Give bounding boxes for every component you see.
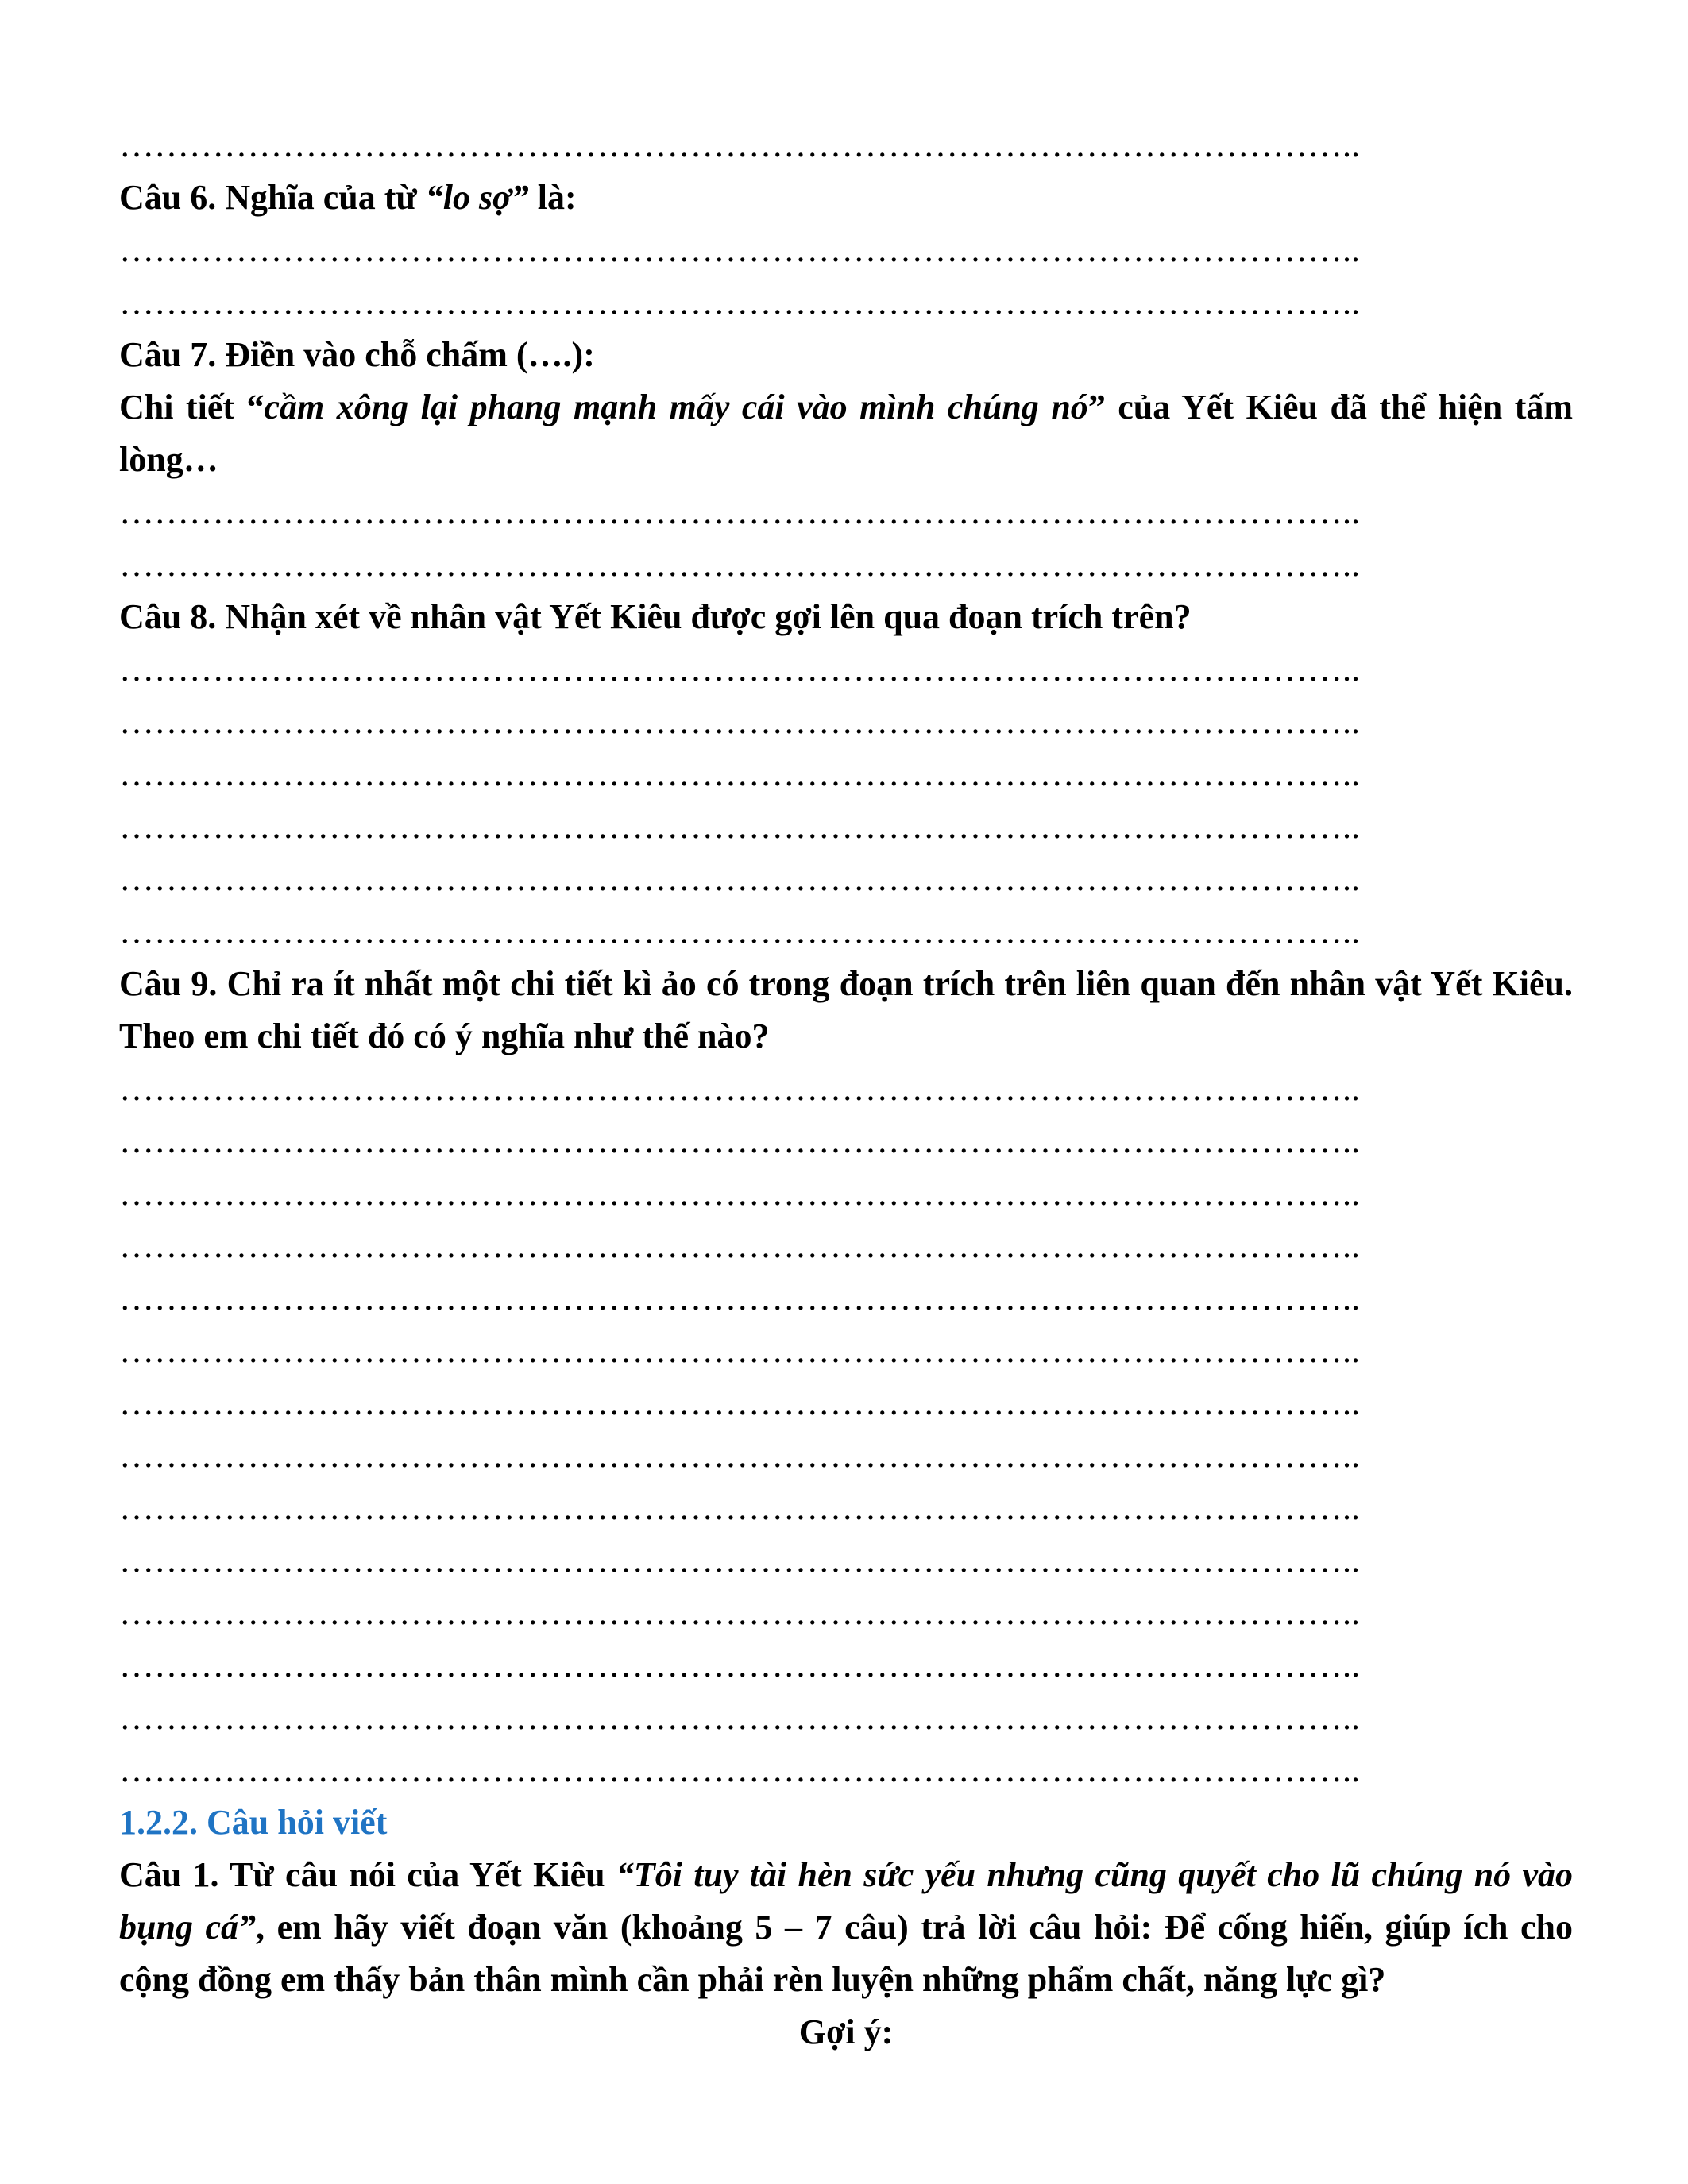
answer-line: …………………………………………………………………………………………….. xyxy=(119,807,1360,846)
writing-question-1: Câu 1. Từ câu nói của Yết Kiêu “Tôi tuy tài hèn sức yếu nhưng cũng quyết cho lũ chúng nó vào bụng cá”, em hãy viết đoạn văn (khoảng 5 – 7 câu) trả lời câu hỏi: Để cống hiến, giúp ích cho cộng đồng em thấy bản thân mình cần phải rèn luyện những phẩm chất, năng lực gì? xyxy=(119,1855,1573,1999)
answer-line: …………………………………………………………………………………………….. xyxy=(119,1331,1360,1370)
answer-line: …………………………………………………………………………………………….. xyxy=(119,1121,1360,1160)
answer-line: …………………………………………………………………………………………….. xyxy=(119,1698,1360,1737)
question-6: Câu 6. Nghĩa của từ “lo sợ” là: xyxy=(119,178,577,217)
answer-line: …………………………………………………………………………………………….. xyxy=(119,1488,1360,1527)
answer-line: …………………………………………………………………………………………….. xyxy=(119,1541,1360,1580)
answer-line: …………………………………………………………………………………………….. xyxy=(119,754,1360,793)
answer-line: …………………………………………………………………………………………….. xyxy=(119,1436,1360,1475)
answer-line: …………………………………………………………………………………………….. xyxy=(119,125,1360,164)
question-9: Câu 9. Chỉ ra ít nhất một chi tiết kì ảo có trong đoạn trích trên liên quan đến nhân vật Yết Kiêu. Theo em chi tiết đó có ý nghĩa như thế nào? xyxy=(119,964,1573,1055)
hint-label: Gợi ý: xyxy=(798,2012,894,2051)
section-heading: 1.2.2. Câu hỏi viết xyxy=(119,1803,388,1842)
answer-line: …………………………………………………………………………………………….. xyxy=(119,650,1360,689)
worksheet-page xyxy=(119,119,1573,2059)
answer-line: …………………………………………………………………………………………….. xyxy=(119,859,1360,898)
answer-line: …………………………………………………………………………………………….. xyxy=(119,1750,1360,1789)
answer-line: …………………………………………………………………………………………….. xyxy=(119,1069,1360,1108)
answer-line: …………………………………………………………………………………………….. xyxy=(119,1383,1360,1422)
answer-line: …………………………………………………………………………………………….. xyxy=(119,1174,1360,1213)
question-7-title: Câu 7. Điền vào chỗ chấm (….): xyxy=(119,335,595,374)
question-7-body: Chi tiết “cầm xông lại phang mạnh mấy cái vào mình chúng nó” của Yết Kiêu đã thể hiện tấm lòng… xyxy=(119,388,1574,479)
answer-line: …………………………………………………………………………………………….. xyxy=(119,545,1360,584)
answer-line: …………………………………………………………………………………………….. xyxy=(119,912,1360,951)
answer-line: …………………………………………………………………………………………….. xyxy=(119,702,1360,741)
answer-line: …………………………………………………………………………………………….. xyxy=(119,1279,1360,1318)
answer-line: …………………………………………………………………………………………….. xyxy=(119,230,1360,269)
answer-line: …………………………………………………………………………………………….. xyxy=(119,1646,1360,1684)
answer-line: …………………………………………………………………………………………….. xyxy=(119,1226,1360,1265)
answer-line: …………………………………………………………………………………………….. xyxy=(119,1593,1360,1632)
question-8: Câu 8. Nhận xét về nhân vật Yết Kiêu được gợi lên qua đoạn trích trên? xyxy=(119,597,1192,636)
answer-line: …………………………………………………………………………………………….. xyxy=(119,283,1360,322)
answer-line: …………………………………………………………………………………………….. xyxy=(119,492,1360,531)
